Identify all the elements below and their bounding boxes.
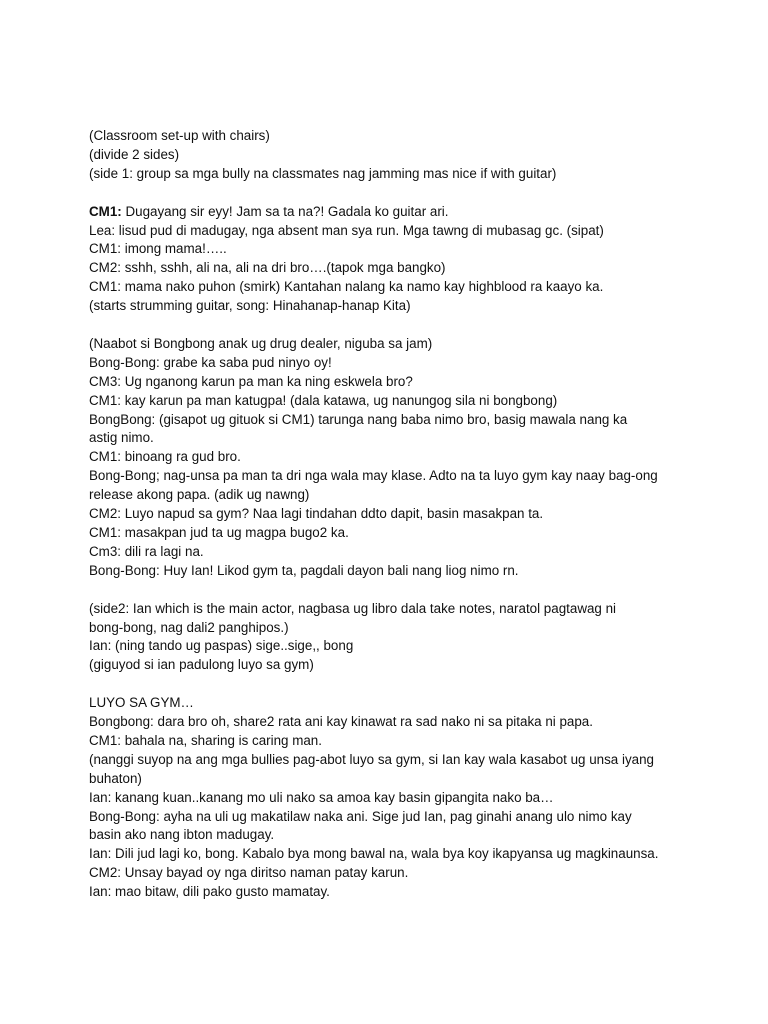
stage-direction: (nanggi suyop na ang mga bullies pag-abot luyo sa gym, si Ian kay wala kasabot ug unsa iyang — [89, 751, 654, 767]
dialogue-line: Bong-Bong: grabe ka saba pud ninyo oy! — [89, 354, 332, 370]
scene-3-block — [89, 600, 689, 676]
stage-direction: (Classroom set-up with chairs) — [89, 128, 270, 143]
dialogue-line: Bongbong: dara bro oh, share2 rata ani kay kinawat ra sad nako ni sa pitaka ni papa. — [89, 714, 593, 730]
scene-2-block — [89, 335, 689, 581]
dialogue-line: CM1: mama nako puhon (smirk) Kantahan nalang ka namo kay highblood ra kaayo ka. — [89, 279, 604, 295]
dialogue-line: CM1: bahala na, sharing is caring man. — [89, 732, 322, 748]
paragraph-gap — [89, 316, 689, 335]
dialogue-line: Bong-Bong: Huy Ian! Likod gym ta, pagdali dayon bali nang liog nimo rn. — [89, 562, 519, 578]
dialogue-line: CM1: masakpan jud ta ug magpa bugo2 ka. — [89, 525, 349, 540]
stage-direction: bong-bong, nag dali2 panghipos.) — [89, 619, 289, 635]
dialogue-line: basin ako nang ibton madugay. — [89, 827, 275, 843]
stage-direction: (side2: Ian which is the main actor, nagbasa ug libro dala take notes, naratol pagtawag ni — [89, 600, 617, 616]
scene-1-block — [89, 203, 689, 316]
speaker-label: CM1: — [89, 203, 122, 219]
dialogue-line — [89, 203, 689, 222]
dialogue-line: CM3: Ug nganong karun pa man ka ning eskwela bro? — [89, 373, 413, 389]
dialogue-line: CM1: imong mama!….. — [89, 241, 227, 257]
stage-direction: buhaton) — [89, 770, 142, 786]
scene-4-block — [89, 694, 689, 902]
stage-direction: (divide 2 sides) — [89, 146, 180, 162]
dialogue-line: release akong papa. (adik ug nawng) — [89, 487, 310, 503]
paragraph-gap — [89, 184, 689, 203]
dialogue-line: BongBong: (gisapot ug gituok si CM1) tarunga nang baba nimo bro, basig mawala nang ka — [89, 411, 628, 427]
dialogue-line: Ian: Dili jud lagi ko, bong. Kabalo bya mong bawal na, wala bya koy ikapyansa ug magkinaunsa. — [89, 846, 659, 862]
dialogue-line: astig nimo. — [89, 430, 154, 446]
dialogue-line: Ian: (ning tando ug paspas) sige..sige,, bong — [89, 638, 354, 654]
dialogue-line: Bong-Bong: ayha na uli ug makatilaw naka ani. Sige jud Ian, pag ginahi anang ulo nimo kay — [89, 808, 632, 824]
dialogue-line: CM2: Unsay bayad oy nga diritso naman patay karun. — [89, 865, 409, 881]
stage-direction: (giguyod si ian padulong luyo sa gym) — [89, 657, 314, 673]
dialogue-line: Cm3: dili ra lagi na. — [89, 543, 204, 559]
stage-direction: (side 1: group sa mga bully na classmates nag jamming mas nice if with guitar) — [89, 165, 557, 181]
dialogue-line: CM2: Luyo napud sa gym? Naa lagi tindahan ddto dapit, basin masakpan ta. — [89, 506, 544, 522]
dialogue-line: Ian: kanang kuan..kanang mo uli nako sa amoa kay basin gipangita nako ba… — [89, 789, 554, 805]
dialogue-line: CM1: kay karun pa man katugpa! (dala katawa, ug nanungog sila ni bongbong) — [89, 392, 558, 408]
script-page — [89, 127, 689, 902]
paragraph-gap — [89, 675, 689, 694]
dialogue-line: CM2: sshh, sshh, ali na, ali na dri bro….(tapok mga bangko) — [89, 260, 446, 276]
paragraph-gap — [89, 581, 689, 600]
dialogue-line: Bong-Bong; nag-unsa pa man ta dri nga wala may klase. Adto na ta luyo gym kay naay bag-ong — [89, 468, 658, 484]
dialogue-line: Lea: lisud pud di madugay, nga absent man sya run. Mga tawng di mubasag gc. (sipat) — [89, 222, 604, 238]
scene-heading: LUYO SA GYM… — [89, 695, 194, 711]
dialogue-text: Dugayang sir eyy! Jam sa ta na?! Gadala ko guitar ari. — [121, 203, 449, 219]
dialogue-line: Ian: mao bitaw, dili pako gusto mamatay. — [89, 884, 330, 900]
dialogue-line: CM1: binoang ra gud bro. — [89, 449, 241, 465]
stage-direction: (starts strumming guitar, song: Hinahanap-hanap Kita) — [89, 298, 411, 314]
setup-block — [89, 127, 689, 184]
stage-direction: (Naabot si Bongbong anak ug drug dealer, niguba sa jam) — [89, 335, 433, 351]
